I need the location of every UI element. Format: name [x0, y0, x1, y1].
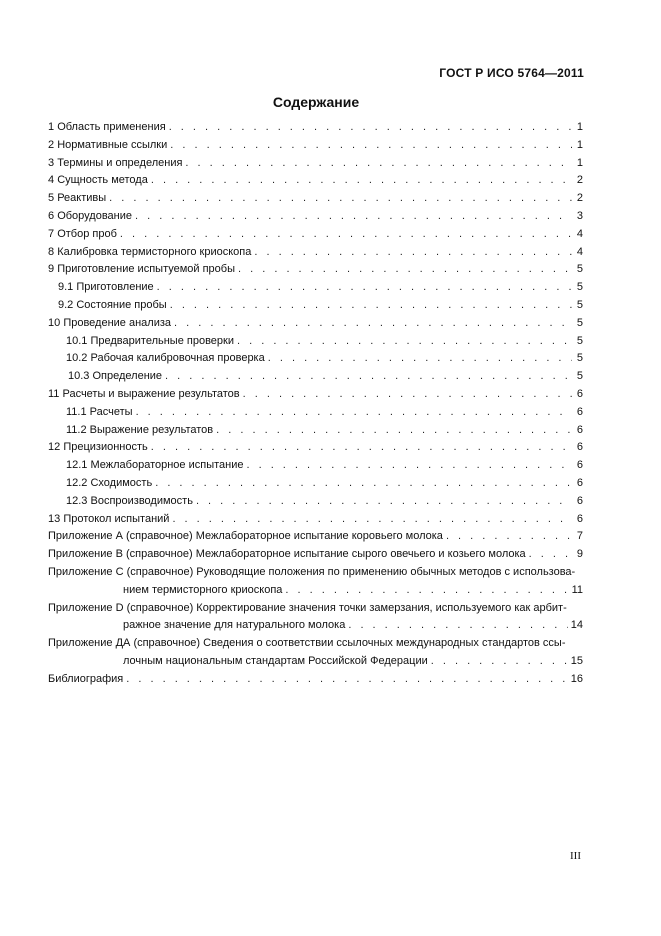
bibliography-title: Библиография — [48, 672, 124, 685]
toc-entry-number: 4 — [48, 174, 55, 187]
toc-entry-page: 1 — [576, 121, 583, 133]
leader-dots — [157, 279, 572, 297]
leader-dots — [135, 208, 572, 226]
toc-entry-title: Отбор проб — [57, 227, 117, 240]
toc-entry-title: Расчеты и выражение результатов — [62, 387, 240, 400]
toc-entry-title: Определение — [92, 370, 163, 383]
appendix-title: (справочное) Межлабораторное испытание сырого овечьего и козьего молока — [125, 548, 526, 561]
toc-entry-title: Приготовление испытуемой пробы — [57, 263, 235, 276]
toc-entry-page: 2 — [576, 192, 583, 205]
toc-entry-number: 7 — [48, 227, 55, 240]
toc-entry-1[interactable] — [48, 119, 583, 137]
toc-entry-title: Воспроизводимость — [90, 494, 193, 507]
toc-entry-page: 1 — [576, 156, 583, 169]
toc-entry-number: 12.3 — [66, 494, 88, 507]
toc-entry-7[interactable] — [48, 226, 583, 244]
toc-entry-number: 10 — [48, 316, 61, 329]
toc-appendix-b[interactable] — [48, 546, 583, 564]
toc-entry-9-2[interactable] — [48, 297, 583, 315]
toc-entry-title: Расчеты — [89, 405, 133, 418]
appendix-title-continued: лочным национальным стандартам Российской Федерации — [123, 654, 428, 667]
appendix-page: 14 — [570, 619, 583, 632]
toc-entry-page: 5 — [576, 263, 583, 276]
toc-entry-page: 6 — [576, 387, 583, 400]
leader-dots — [151, 439, 572, 457]
leader-dots — [174, 315, 572, 333]
toc-entry-5[interactable] — [48, 190, 583, 208]
toc-entry-number: 9 — [48, 263, 55, 276]
toc-entry-page: 3 — [576, 209, 583, 222]
toc-entry-11-1[interactable] — [48, 404, 583, 422]
leader-dots — [170, 137, 572, 155]
toc-entry-number: 2 — [48, 138, 55, 151]
appendix-page: 9 — [576, 548, 583, 561]
leader-dots — [126, 671, 568, 689]
toc-entry-10[interactable] — [48, 315, 583, 333]
toc-entry-page: 5 — [576, 352, 583, 365]
leader-dots — [170, 297, 572, 315]
toc-entry-title: Протокол испытаний — [63, 512, 170, 525]
appendix-page: 15 — [570, 654, 583, 667]
toc-entry-12[interactable] — [48, 439, 583, 457]
toc-entry-page: 4 — [576, 227, 583, 240]
leader-dots — [216, 422, 572, 440]
toc-entry-title: Оборудование — [57, 209, 133, 222]
appendix-title-continued: ражное значение для натурального молока — [123, 619, 346, 632]
toc-entry-title: Межлабораторное испытание — [90, 459, 244, 472]
leader-dots — [243, 386, 572, 404]
toc-entry-page: 4 — [576, 245, 583, 258]
leader-dots — [136, 404, 572, 422]
toc-entry-number: 10.1 — [66, 334, 88, 347]
leader-dots — [196, 493, 572, 511]
toc-entry-12-1[interactable] — [48, 457, 583, 475]
toc-entry-number: 10.2 — [66, 352, 88, 365]
toc-entry-title: Проведение анализа — [63, 316, 172, 329]
toc-appendix-d[interactable] — [48, 600, 583, 636]
toc-entry-title: Сущность метода — [57, 174, 148, 187]
toc-entry-10-2[interactable] — [48, 350, 583, 368]
toc-entry-title: Калибровка термисторного криоскопа — [57, 245, 252, 258]
appendix-title: (справочное) Межлабораторное испытание коровьего молока — [125, 530, 443, 543]
table-of-contents — [48, 119, 583, 689]
toc-entry-title: Сходимость — [90, 476, 153, 489]
toc-entry-13[interactable] — [48, 511, 583, 529]
appendix-label: Приложение D — [48, 601, 124, 614]
toc-entry-number: 11.1 — [66, 405, 87, 418]
toc-appendix-a[interactable] — [48, 528, 583, 546]
toc-entry-page: 5 — [576, 298, 583, 311]
leader-dots — [120, 226, 572, 244]
toc-entry-title: Нормативные ссылки — [57, 138, 168, 151]
toc-appendix-c[interactable] — [48, 564, 583, 600]
toc-entry-page: 1 — [576, 138, 583, 151]
toc-entry-4[interactable] — [48, 172, 583, 190]
toc-entry-number: 5 — [48, 192, 55, 205]
toc-entry-6[interactable] — [48, 208, 583, 226]
toc-entry-page: 6 — [576, 476, 583, 489]
toc-entry-number: 3 — [48, 156, 55, 169]
toc-entry-title: Реактивы — [57, 192, 107, 205]
toc-entry-11[interactable] — [48, 386, 583, 404]
toc-entry-page: 5 — [576, 281, 583, 294]
leader-dots — [285, 582, 568, 600]
toc-entry-10-1[interactable] — [48, 333, 583, 351]
appendix-label: Приложение ДА — [48, 637, 131, 650]
toc-entry-number: 11 — [48, 387, 60, 400]
appendix-title: (справочное) Корректирование значения точки замерзания, используемого как арбит- — [126, 601, 567, 614]
toc-entry-page: 6 — [576, 459, 583, 472]
toc-entry-number: 12 — [48, 441, 61, 454]
leader-dots — [172, 511, 572, 529]
leader-dots — [431, 653, 568, 671]
leader-dots — [529, 546, 572, 564]
toc-entry-2[interactable] — [48, 137, 583, 155]
leader-dots — [237, 333, 572, 351]
toc-entry-8[interactable] — [48, 244, 583, 262]
appendix-title-continued: нием термисторного криоскопа — [123, 583, 283, 596]
toc-entry-10-3[interactable] — [48, 368, 583, 386]
toc-entry-number: 9.2 — [58, 298, 74, 311]
toc-entry-number: 8 — [48, 245, 55, 258]
toc-bibliography[interactable] — [48, 671, 583, 689]
toc-entry-title: Область применения — [57, 121, 166, 133]
toc-entry-title: Рабочая калибровочная проверка — [90, 352, 265, 365]
appendix-label: Приложение А — [48, 530, 123, 543]
leader-dots — [155, 475, 572, 493]
toc-entry-11-2[interactable] — [48, 422, 583, 440]
toc-entry-title: Термины и определения — [57, 156, 183, 169]
toc-entry-number: 13 — [48, 512, 61, 525]
toc-entry-12-3[interactable] — [48, 493, 583, 511]
leader-dots — [151, 172, 572, 190]
toc-entry-title: Выражение результатов — [89, 423, 214, 436]
leader-dots — [109, 190, 572, 208]
appendix-label: Приложение С — [48, 565, 124, 578]
document-code: ГОСТ Р ИСО 5764—2011 — [439, 66, 584, 80]
leader-dots — [169, 119, 572, 137]
toc-entry-page: 6 — [576, 405, 583, 418]
toc-entry-3[interactable] — [48, 155, 583, 173]
toc-entry-number: 1 — [48, 121, 55, 133]
toc-title: Содержание — [272, 94, 360, 110]
toc-entry-title: Состояние пробы — [76, 298, 167, 311]
toc-entry-number: 9.1 — [58, 281, 74, 294]
bibliography-page: 16 — [570, 672, 583, 685]
leader-dots — [165, 368, 572, 386]
toc-entry-12-2[interactable] — [48, 475, 583, 493]
toc-entry-page: 5 — [576, 316, 583, 329]
toc-entry-page: 6 — [576, 494, 583, 507]
appendix-title: (справочное) Сведения о соответствии ссылочных международных стандартов ссы- — [133, 637, 566, 650]
toc-entry-title: Прецизионность — [63, 441, 148, 454]
appendix-title: (справочное) Руководящие положения по применению обычных методов с использова- — [126, 565, 576, 578]
appendix-page: 11 — [571, 583, 583, 596]
toc-entry-9[interactable] — [48, 261, 583, 279]
toc-entry-page: 5 — [576, 334, 583, 347]
toc-entry-title: Предварительные проверки — [90, 334, 234, 347]
toc-entry-title: Приготовление — [76, 281, 154, 294]
toc-entry-number: 12.2 — [66, 476, 88, 489]
appendix-label: Приложение В — [48, 548, 123, 561]
leader-dots — [185, 155, 572, 173]
toc-entry-page: 6 — [576, 423, 583, 436]
toc-entry-number: 11.2 — [66, 423, 87, 436]
leader-dots — [246, 457, 572, 475]
toc-entry-number: 6 — [48, 209, 55, 222]
toc-entry-page: 6 — [576, 441, 583, 454]
toc-entry-page: 6 — [576, 512, 583, 525]
toc-entry-number: 12.1 — [66, 459, 88, 472]
toc-entry-9-1[interactable] — [48, 279, 583, 297]
toc-entry-number: 10.3 — [68, 370, 90, 383]
toc-entry-page: 2 — [576, 174, 583, 187]
page-number: III — [570, 850, 581, 862]
leader-dots — [254, 244, 572, 262]
leader-dots — [446, 528, 572, 546]
appendix-page: 7 — [576, 530, 583, 543]
leader-dots — [268, 350, 572, 368]
toc-appendix-da[interactable] — [48, 635, 583, 671]
toc-entry-page: 5 — [576, 370, 583, 383]
leader-dots — [348, 617, 567, 635]
leader-dots — [238, 261, 572, 279]
